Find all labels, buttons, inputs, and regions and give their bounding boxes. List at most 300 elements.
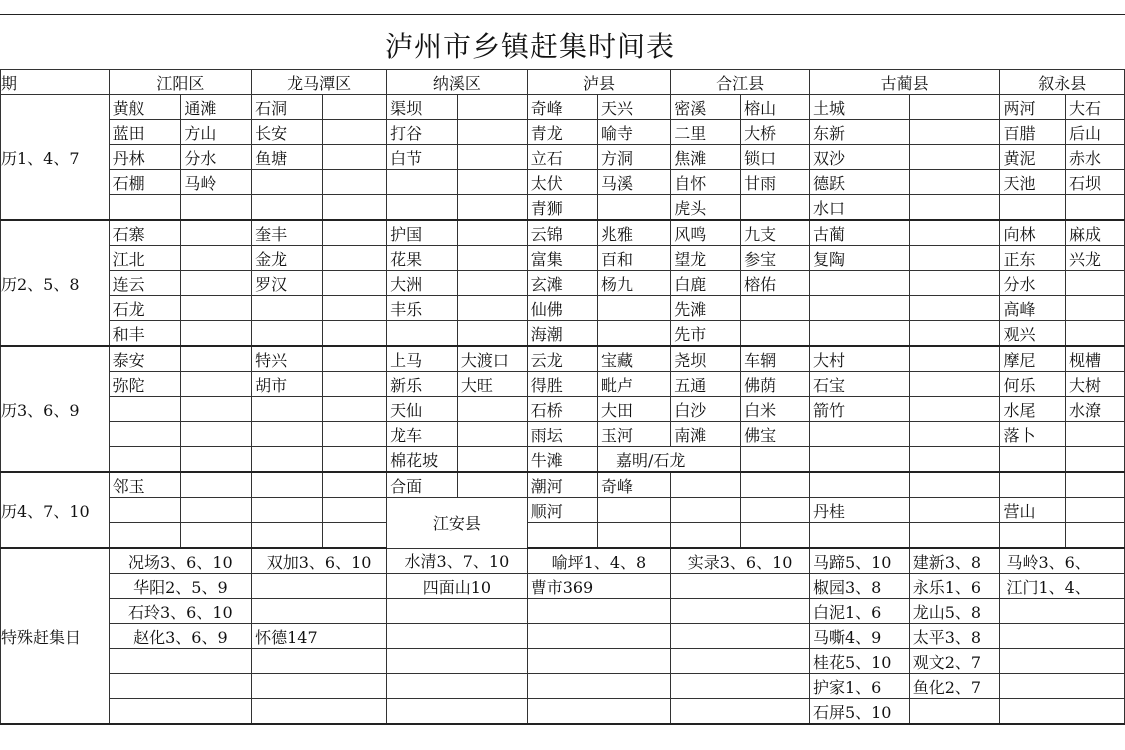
town-cell: [1065, 498, 1124, 523]
special-cell: 龙山5、8: [909, 599, 1000, 624]
town-cell: [909, 447, 1000, 473]
town-cell: [909, 498, 1000, 523]
town-cell: 后山: [1065, 120, 1124, 145]
town-cell: 天池: [1000, 170, 1066, 195]
town-cell: 云锦: [527, 220, 597, 246]
special-cell: [109, 649, 251, 674]
town-cell: 方洞: [598, 145, 671, 170]
town-cell: 特兴: [252, 346, 323, 372]
table-row: [1, 472, 1125, 498]
town-cell: [181, 246, 252, 271]
table-row: [1, 397, 1125, 422]
town-cell: 上马: [387, 346, 458, 372]
town-cell: 弥陀: [109, 372, 181, 397]
town-cell: [1065, 523, 1124, 549]
town-cell: 罗汉: [252, 271, 323, 296]
town-cell: 榕山: [741, 95, 810, 120]
town-cell: 石寨: [109, 220, 181, 246]
town-cell: [252, 523, 323, 549]
special-cell: 太平3、8: [909, 624, 1000, 649]
town-cell: [252, 472, 323, 498]
town-cell: [323, 246, 387, 271]
town-cell: 何乐: [1000, 372, 1066, 397]
town-cell: [457, 246, 527, 271]
table-row: [1, 699, 1125, 725]
town-cell: [457, 447, 527, 473]
special-cell: [909, 699, 1000, 725]
special-cell: 石屏5、10: [809, 699, 909, 725]
town-cell: [457, 145, 527, 170]
town-cell: 杨九: [598, 271, 671, 296]
table-row: [1, 649, 1125, 674]
town-cell: 百腊: [1000, 120, 1066, 145]
town-cell: 九支: [741, 220, 810, 246]
town-cell: [741, 498, 810, 523]
town-cell: [809, 523, 909, 549]
town-cell: [1065, 195, 1124, 221]
special-cell: [1000, 624, 1125, 649]
town-cell: 望龙: [671, 246, 741, 271]
special-cell: 观文2、7: [909, 649, 1000, 674]
town-cell: 花果: [387, 246, 458, 271]
header-date: 期: [1, 70, 110, 95]
town-cell: 大村: [809, 346, 909, 372]
town-cell: [181, 271, 252, 296]
town-cell: [323, 372, 387, 397]
town-cell: 自怀: [671, 170, 741, 195]
town-cell: [387, 321, 458, 347]
date-label: 历1、4、7: [1, 95, 110, 221]
special-cell: 赵化3、6、9: [109, 624, 251, 649]
special-cell: [671, 674, 810, 699]
town-cell: 金龙: [252, 246, 323, 271]
header-county: 纳溪区: [387, 70, 528, 95]
town-cell: [457, 95, 527, 120]
town-cell: 锁口: [741, 145, 810, 170]
town-cell: 石桥: [527, 397, 597, 422]
town-cell: [1065, 271, 1124, 296]
table-row: [1, 220, 1125, 246]
special-cell: [252, 699, 387, 725]
table-row: [1, 246, 1125, 271]
town-cell: [457, 397, 527, 422]
town-cell: 方山: [181, 120, 252, 145]
town-cell: 榕佑: [741, 271, 810, 296]
header-county: 古蔺县: [809, 70, 1000, 95]
town-cell: [909, 523, 1000, 549]
header-county: 龙马潭区: [252, 70, 387, 95]
special-cell: [527, 624, 671, 649]
special-cell: 马岭3、6、: [1000, 548, 1125, 574]
town-cell: [1065, 472, 1124, 498]
town-cell: 兴龙: [1065, 246, 1124, 271]
county-label: 江安县: [387, 498, 528, 549]
town-cell: 泰安: [109, 346, 181, 372]
town-cell: [1065, 296, 1124, 321]
table-row: [1, 145, 1125, 170]
town-cell: [109, 447, 181, 473]
town-cell: 正东: [1000, 246, 1066, 271]
town-cell: 石棚: [109, 170, 181, 195]
town-cell: 参宝: [741, 246, 810, 271]
town-cell: [909, 95, 1000, 120]
special-cell: [527, 674, 671, 699]
town-cell: 百和: [598, 246, 671, 271]
town-cell: [598, 296, 671, 321]
town-cell: 土城: [809, 95, 909, 120]
town-cell: [909, 321, 1000, 347]
special-cell: 曹市369: [527, 574, 671, 599]
town-cell: [323, 271, 387, 296]
town-cell: [909, 422, 1000, 447]
town-cell: 水口: [809, 195, 909, 221]
town-cell: [909, 145, 1000, 170]
town-cell: [741, 296, 810, 321]
table-row: [1, 170, 1125, 195]
town-cell: [323, 145, 387, 170]
town-cell: [181, 447, 252, 473]
town-cell: 黄泥: [1000, 145, 1066, 170]
town-cell: [598, 321, 671, 347]
town-cell: [909, 346, 1000, 372]
town-cell: [457, 296, 527, 321]
special-cell: [252, 574, 387, 599]
town-cell: 嘉明/石龙: [598, 447, 741, 473]
town-cell: 白节: [387, 145, 458, 170]
town-cell: 佛宝: [741, 422, 810, 447]
town-cell: 两河: [1000, 95, 1066, 120]
town-cell: 石龙: [109, 296, 181, 321]
special-cell: 护家1、6: [809, 674, 909, 699]
town-cell: [809, 271, 909, 296]
table-row: [1, 422, 1125, 447]
town-cell: 复陶: [809, 246, 909, 271]
town-cell: 海潮: [527, 321, 597, 347]
town-cell: 大田: [598, 397, 671, 422]
town-cell: 落卜: [1000, 422, 1066, 447]
town-cell: 焦滩: [671, 145, 741, 170]
town-cell: [323, 220, 387, 246]
town-cell: 大树: [1065, 372, 1124, 397]
town-cell: [323, 296, 387, 321]
town-cell: 向林: [1000, 220, 1066, 246]
town-cell: 丰乐: [387, 296, 458, 321]
table-row: [1, 599, 1125, 624]
town-cell: [457, 422, 527, 447]
town-cell: [252, 422, 323, 447]
table-row: [1, 523, 1125, 549]
page-title: 泸州市乡镇赶集时间表: [385, 30, 676, 63]
town-cell: 密溪: [671, 95, 741, 120]
town-cell: 云龙: [527, 346, 597, 372]
town-cell: [323, 120, 387, 145]
town-cell: 富集: [527, 246, 597, 271]
town-cell: 通滩: [181, 95, 252, 120]
table-row: [1, 372, 1125, 397]
town-cell: 观兴: [1000, 321, 1066, 347]
town-cell: 宝藏: [598, 346, 671, 372]
town-cell: [457, 321, 527, 347]
date-label: 历3、6、9: [1, 346, 110, 472]
special-cell: [671, 599, 810, 624]
town-cell: [457, 472, 527, 498]
town-cell: 南滩: [671, 422, 741, 447]
town-cell: 德跃: [809, 170, 909, 195]
town-cell: [457, 170, 527, 195]
town-cell: [181, 498, 252, 523]
town-cell: 尧坝: [671, 346, 741, 372]
town-cell: 摩尼: [1000, 346, 1066, 372]
town-cell: [598, 523, 671, 549]
town-cell: [457, 271, 527, 296]
special-cell: [1000, 649, 1125, 674]
special-cell: [387, 674, 528, 699]
town-cell: 天兴: [598, 95, 671, 120]
special-cell: 鱼化2、7: [909, 674, 1000, 699]
town-cell: [809, 472, 909, 498]
town-cell: [671, 498, 741, 523]
special-cell: [387, 699, 528, 725]
special-cell: [671, 649, 810, 674]
special-cell: 桂花5、10: [809, 649, 909, 674]
town-cell: 青狮: [527, 195, 597, 221]
town-cell: 渠坝: [387, 95, 458, 120]
town-cell: [809, 422, 909, 447]
town-cell: 大洲: [387, 271, 458, 296]
table-row: [1, 674, 1125, 699]
town-cell: [1065, 422, 1124, 447]
town-cell: 分水: [181, 145, 252, 170]
town-cell: 先滩: [671, 296, 741, 321]
special-cell: [671, 624, 810, 649]
town-cell: [909, 397, 1000, 422]
town-cell: [741, 523, 810, 549]
town-cell: 水尾: [1000, 397, 1066, 422]
town-cell: 车辋: [741, 346, 810, 372]
special-cell: [527, 649, 671, 674]
special-cell: [109, 699, 251, 725]
town-cell: 大石: [1065, 95, 1124, 120]
town-cell: 五通: [671, 372, 741, 397]
town-cell: 玄滩: [527, 271, 597, 296]
town-cell: 麻成: [1065, 220, 1124, 246]
town-cell: [109, 523, 181, 549]
special-cell: [671, 574, 810, 599]
town-cell: [323, 447, 387, 473]
special-cell: [252, 599, 387, 624]
town-cell: 得胜: [527, 372, 597, 397]
special-cell: 永乐1、6: [909, 574, 1000, 599]
town-cell: [909, 271, 1000, 296]
town-cell: [457, 220, 527, 246]
special-cell: 江门1、4、: [1000, 574, 1125, 599]
town-cell: 奎丰: [252, 220, 323, 246]
town-cell: [109, 498, 181, 523]
town-cell: [252, 498, 323, 523]
town-cell: 马岭: [181, 170, 252, 195]
header-county: 泸县: [527, 70, 671, 95]
special-cell: 四面山10: [387, 574, 528, 599]
date-label: 历2、5、8: [1, 220, 110, 346]
town-cell: 东新: [809, 120, 909, 145]
town-cell: [741, 195, 810, 221]
town-cell: 赤水: [1065, 145, 1124, 170]
town-cell: 蓝田: [109, 120, 181, 145]
town-cell: [323, 321, 387, 347]
town-cell: 风鸣: [671, 220, 741, 246]
town-cell: [741, 447, 810, 473]
town-cell: 胡市: [252, 372, 323, 397]
town-cell: 白鹿: [671, 271, 741, 296]
town-cell: [252, 447, 323, 473]
town-cell: [323, 472, 387, 498]
town-cell: [181, 472, 252, 498]
town-cell: [598, 498, 671, 523]
town-cell: [1000, 195, 1066, 221]
town-cell: [109, 422, 181, 447]
town-cell: [181, 397, 252, 422]
table-row: [1, 574, 1125, 599]
town-cell: 新乐: [387, 372, 458, 397]
town-cell: [909, 372, 1000, 397]
town-cell: [181, 523, 252, 549]
town-cell: 奇峰: [527, 95, 597, 120]
town-cell: [181, 372, 252, 397]
town-cell: [809, 321, 909, 347]
town-cell: 先市: [671, 321, 741, 347]
town-cell: [909, 296, 1000, 321]
special-cell: [671, 699, 810, 725]
special-cell: 况场3、6、10: [109, 548, 251, 574]
town-cell: 牛滩: [527, 447, 597, 473]
town-cell: 兆雅: [598, 220, 671, 246]
special-cell: [1000, 674, 1125, 699]
town-cell: [1065, 447, 1124, 473]
town-cell: [741, 321, 810, 347]
table-row: [1, 447, 1125, 473]
town-cell: [909, 120, 1000, 145]
town-cell: 大渡口: [457, 346, 527, 372]
schedule-table: [0, 69, 1125, 725]
special-cell: [527, 699, 671, 725]
town-cell: 打谷: [387, 120, 458, 145]
town-cell: 雨坛: [527, 422, 597, 447]
header-county: 江阳区: [109, 70, 251, 95]
town-cell: 古蔺: [809, 220, 909, 246]
town-cell: 青龙: [527, 120, 597, 145]
special-cell: 白泥1、6: [809, 599, 909, 624]
town-cell: 连云: [109, 271, 181, 296]
table-row: [1, 548, 1125, 574]
town-cell: [527, 523, 597, 549]
town-cell: [909, 246, 1000, 271]
town-cell: 顺河: [527, 498, 597, 523]
town-cell: [323, 397, 387, 422]
town-cell: [252, 195, 323, 221]
town-cell: 长安: [252, 120, 323, 145]
table-row: [1, 624, 1125, 649]
special-label: 特殊赶集日: [1, 548, 110, 724]
town-cell: 双沙: [809, 145, 909, 170]
town-cell: [1000, 447, 1066, 473]
town-cell: 大桥: [741, 120, 810, 145]
town-cell: 丹林: [109, 145, 181, 170]
town-cell: 天仙: [387, 397, 458, 422]
town-cell: [909, 472, 1000, 498]
town-cell: [109, 195, 181, 221]
town-cell: [252, 397, 323, 422]
special-cell: 怀德147: [252, 624, 387, 649]
town-cell: 和丰: [109, 321, 181, 347]
town-cell: [181, 195, 252, 221]
special-cell: [1000, 599, 1125, 624]
table-row: [1, 120, 1125, 145]
special-cell: 建新3、8: [909, 548, 1000, 574]
town-cell: 石洞: [252, 95, 323, 120]
town-cell: [457, 195, 527, 221]
town-cell: [1000, 472, 1066, 498]
table-row: [1, 195, 1125, 221]
special-cell: 马蹄5、10: [809, 548, 909, 574]
special-cell: [1000, 699, 1125, 725]
title-bar: [0, 14, 1125, 71]
town-cell: 玉河: [598, 422, 671, 447]
town-cell: 箭竹: [809, 397, 909, 422]
town-cell: [109, 397, 181, 422]
town-cell: [457, 120, 527, 145]
town-cell: [323, 523, 387, 549]
special-cell: 华阳2、5、9: [109, 574, 251, 599]
special-cell: [252, 649, 387, 674]
town-cell: [323, 422, 387, 447]
special-cell: 椒园3、8: [809, 574, 909, 599]
town-cell: 丹桂: [809, 498, 909, 523]
special-cell: 双加3、6、10: [252, 548, 387, 574]
town-cell: [181, 321, 252, 347]
town-cell: [809, 296, 909, 321]
town-cell: [671, 523, 741, 549]
town-cell: 护国: [387, 220, 458, 246]
table-row: [1, 296, 1125, 321]
town-cell: [671, 472, 741, 498]
special-cell: 喻坪1、4、8: [527, 548, 671, 574]
town-cell: 甘雨: [741, 170, 810, 195]
town-cell: [598, 195, 671, 221]
town-cell: [909, 170, 1000, 195]
town-cell: 黄舣: [109, 95, 181, 120]
special-cell: 水清3、7、10: [387, 548, 528, 574]
town-cell: 虎头: [671, 195, 741, 221]
town-cell: [252, 170, 323, 195]
town-cell: 马溪: [598, 170, 671, 195]
town-cell: [387, 195, 458, 221]
town-cell: 佛荫: [741, 372, 810, 397]
town-cell: [387, 170, 458, 195]
special-cell: 实录3、6、10: [671, 548, 810, 574]
town-cell: 立石: [527, 145, 597, 170]
town-cell: 二里: [671, 120, 741, 145]
town-cell: 枧槽: [1065, 346, 1124, 372]
town-cell: 太伏: [527, 170, 597, 195]
town-cell: [741, 472, 810, 498]
special-cell: 马嘶4、9: [809, 624, 909, 649]
town-cell: 潮河: [527, 472, 597, 498]
town-cell: 高峰: [1000, 296, 1066, 321]
town-cell: [181, 422, 252, 447]
special-cell: [109, 674, 251, 699]
header-county: 叙永县: [1000, 70, 1125, 95]
special-cell: [527, 599, 671, 624]
